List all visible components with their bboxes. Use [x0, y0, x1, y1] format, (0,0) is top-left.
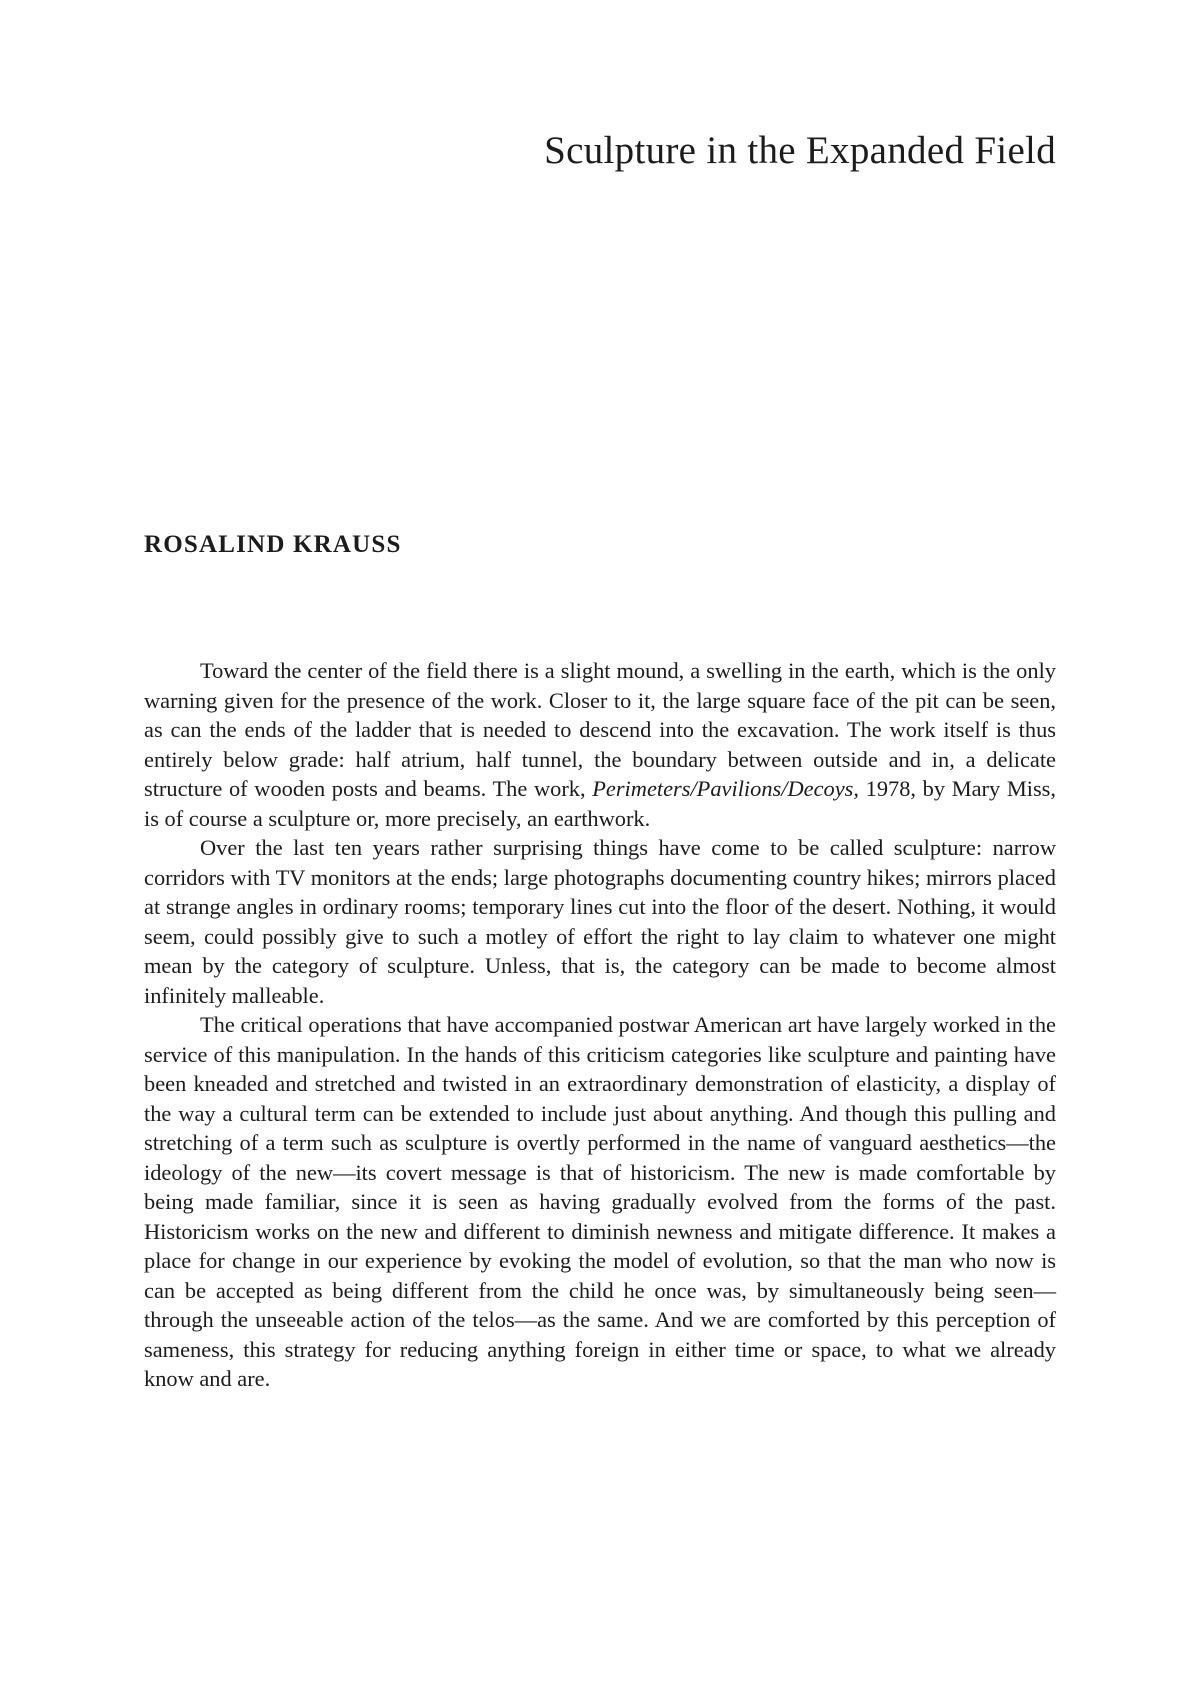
- body-text: [144, 656, 1056, 1394]
- paragraph-2: Over the last ten years rather surprising things have come to be called sculpture: narrow corridors with TV monitors at the ends; large photographs documenting country hikes; mirrors placed at strange angles in ordinary rooms; temporary lines cut into the floor of the desert. Nothing, it would seem, could possibly give to such a motley of effort the right to lay claim to whatever one might mean by the category of sculpture. Unless, that is, the category can be made to become almost infinitely malleable.: [144, 835, 1056, 1008]
- paragraph-1-text-b: 1978, by Mary Miss, is of course a sculpture or, more precisely, an earthwork.: [144, 776, 1056, 831]
- work-title-italic: Perimeters/Pavilions/Decoys,: [592, 776, 859, 801]
- article-title: Sculpture in the Expanded Field: [544, 129, 1056, 172]
- paragraph-1-text-a: Toward the center of the field there is a slight mound, a swelling in the earth, which is the only warning given for the presence of the work. Closer to it, the large square face of the pit can be seen, as can the ends of the ladder that is needed to descend into the excavation. The work itself is thus entirely below grade: half atrium, half tunnel, the boundary between outside and in, a delicate structure of wooden posts and beams. The work,: [144, 658, 1056, 801]
- author-name: ROSALIND KRAUSS: [144, 531, 402, 558]
- paragraph-3: The critical operations that have accompanied postwar American art have largely worked in the service of this manipulation. In the hands of this criticism categories like sculpture and painting have been kneaded and stretched and twisted in an extraordinary demonstration of elasticity, a display of the way a cultural term can be extended to include just about anything. And though this pulling and stretching of a term such as sculpture is overtly performed in the name of vanguard aesthetics—the ideology of the new—its covert message is that of historicism. The new is made comfortable by being made familiar, since it is seen as having gradually evolved from the forms of the past. Historicism works on the new and different to diminish newness and mitigate difference. It makes a place for change in our experience by evoking the model of evolution, so that the man who now is can be accepted as being different from the child he once was, by simultaneously being seen—through the unseeable action of the telos—as the same. And we are comforted by this perception of sameness, this strategy for reducing anything foreign in either time or space, to what we already know and are.: [144, 1012, 1056, 1391]
- paragraph-1: [144, 656, 1056, 833]
